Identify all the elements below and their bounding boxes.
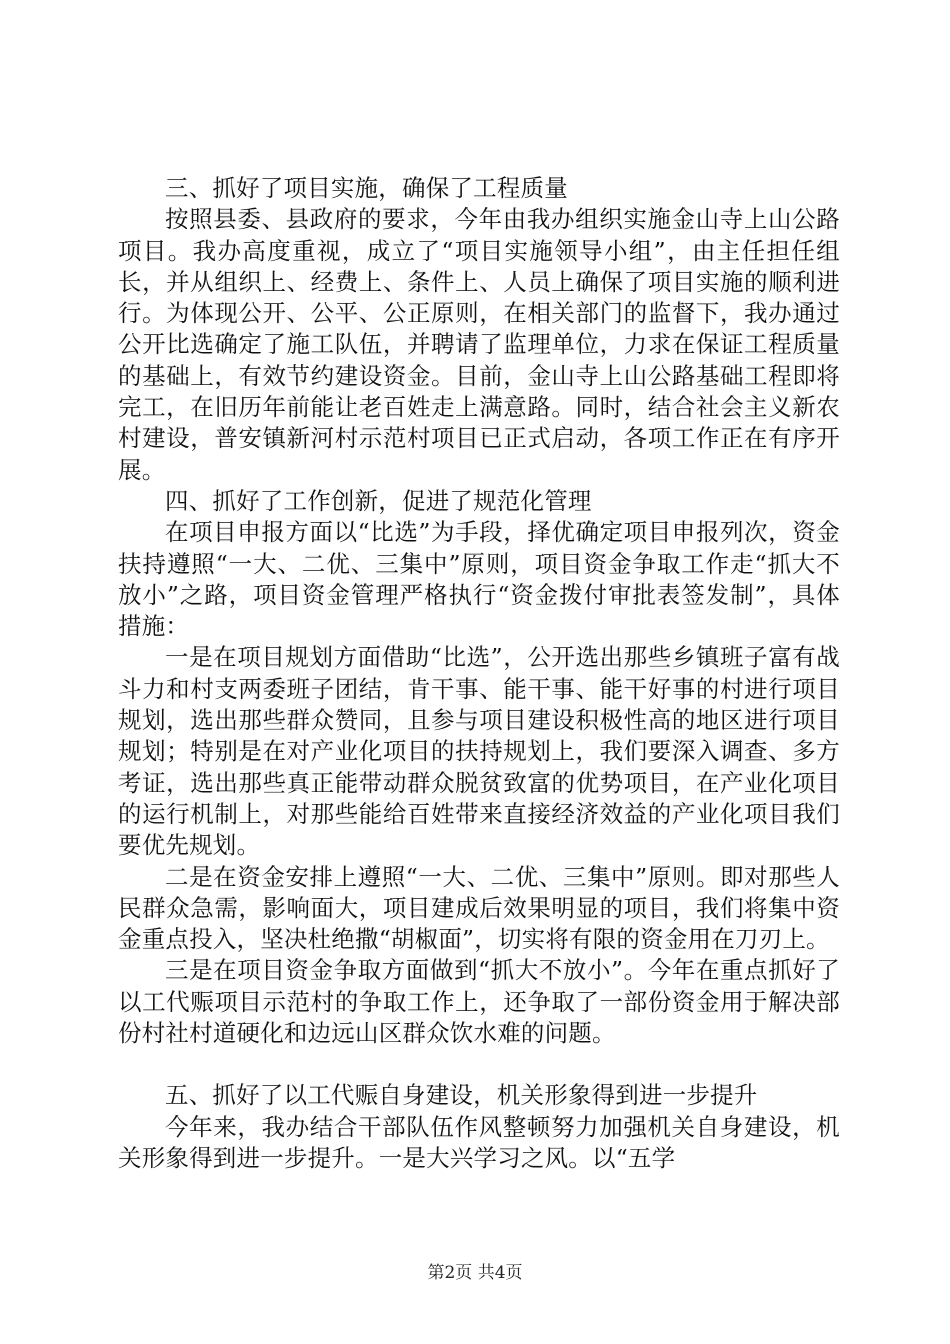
document-body [118,173,840,1174]
section-5-paragraph: 今年来，我办结合干部队伍作风整顿努力加强机关自身建设，机关形象得到进一步提升。一是大兴学习之风。以“五学 [118,1112,840,1172]
section-4-item-1: 一是在项目规划方面借助“比选”，公开选出那些乡镇班子富有战斗力和村支两委班子团结，肯干事、能干事、能干好事的村进行项目规划，选出那些群众赞同，且参与项目建设积极性高的地区进行项目规划；特别是在对产业化项目的扶持规划上，我们要深入调查、多方考证，选出那些真正能带动群众脱贫致富的优势项目，在产业化项目的运行机制上，对那些能给百姓带来直接经济效益的产业化项目我们要优先规划。 [118,643,840,860]
section-3-paragraph: 按照县委、县政府的要求，今年由我办组织实施金山寺上山公路项目。我办高度重视，成立了“项目实施领导小组”，由主任担任组长，并从组织上、经费上、条件上、人员上确保了项目实施的顺利进行。为体现公开、公平、公正原则，在相关部门的监督下，我办通过公开比选确定了施工队伍，并聘请了监理单位，力求在保证工程质量的基础上，有效节约建设资金。目前，金山寺上山公路基础工程即将完工，在旧历年前能让老百姓走上满意路。同时，结合社会主义新农村建设，普安镇新河村示范村项目已正式启动，各项工作正在有序开展。 [118,205,840,484]
page-footer [0,1262,950,1284]
section-4-intro: 在项目申报方面以“比选”为手段，择优确定项目申报列次，资金扶持遵照“一大、二优、三集中”原则，项目资金争取工作走“抓大不放小”之路，项目资金管理严格执行“资金拨付审批表签发制”，具体措施： [118,518,840,641]
section-4-heading: 四、抓好了工作创新，促进了规范化管理 [165,486,592,515]
section-spacer [118,1049,840,1080]
section-3-heading: 三、抓好了项目实施，确保了工程质量 [165,174,568,202]
section-4-item-2: 二是在资金安排上遵照“一大、二优、三集中”原则。即对那些人民群众急需，影响面大，项目建成后效果明显的项目，我们将集中资金重点投入，坚决杜绝撒“胡椒面”，切实将有限的资金用在刀刃上。 [118,862,840,954]
page-indicator: 第2页 共4页 [427,1263,523,1283]
section-4-item-3: 三是在项目资金争取方面做到“抓大不放小”。今年在重点抓好了以工代赈项目示范村的争取工作上，还争取了一部份资金用于解决部份村社村道硬化和边远山区群众饮水难的问题。 [118,956,840,1048]
section-5-heading: 五、抓好了以工代赈自身建设，机关形象得到进一步提升 [165,1081,758,1110]
